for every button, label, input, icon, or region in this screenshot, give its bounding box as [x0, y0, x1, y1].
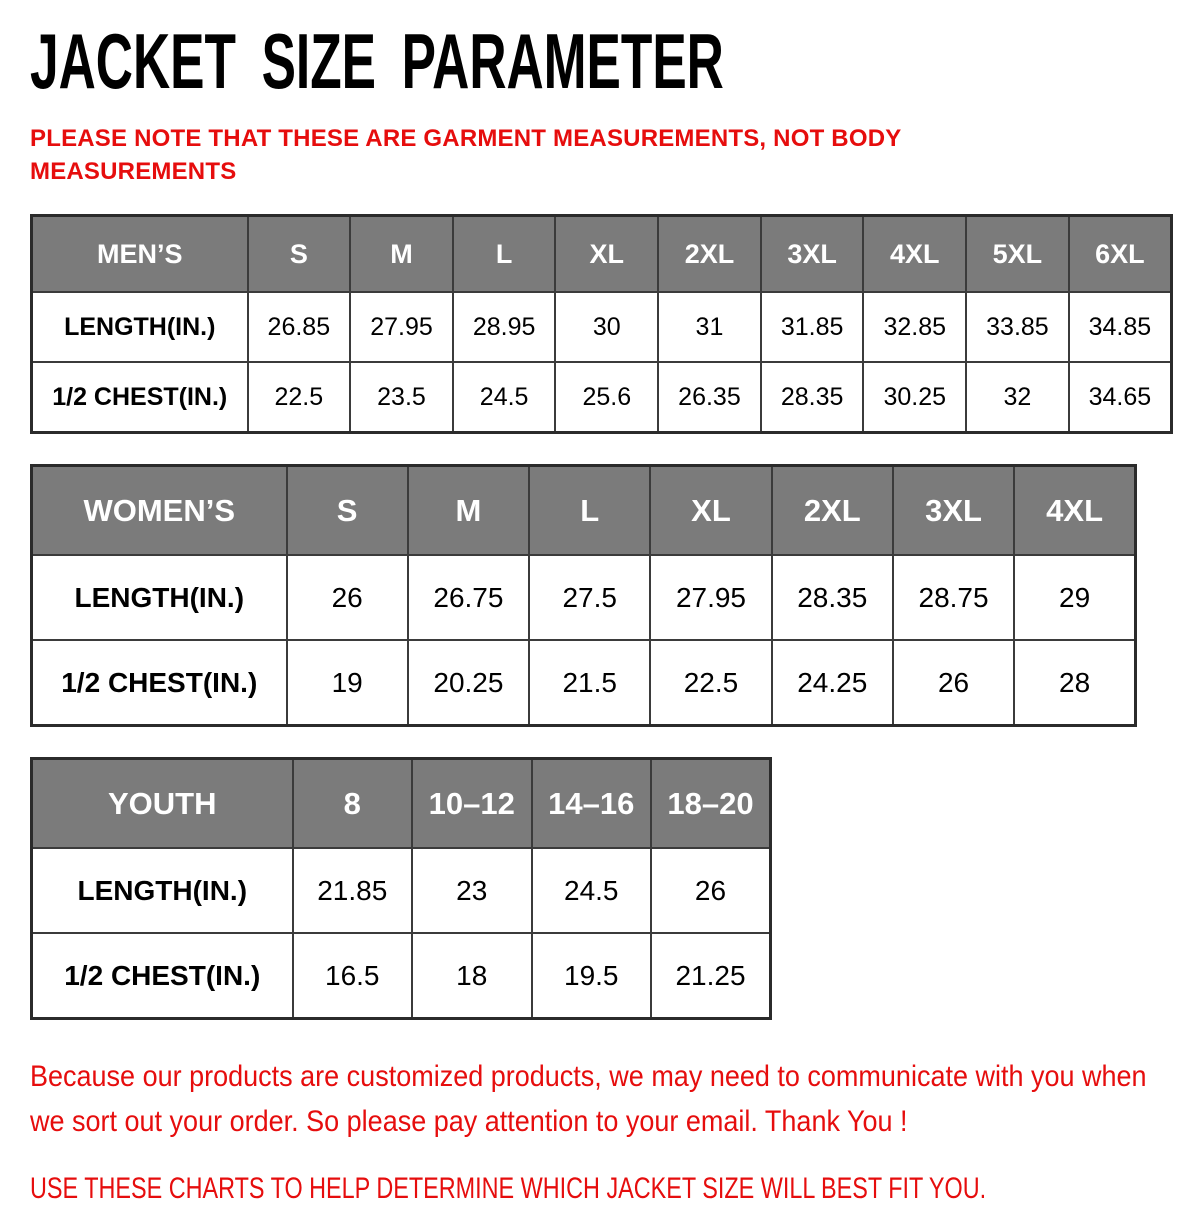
size-value-cell: 22.5 [650, 640, 771, 725]
size-value-cell: 27.95 [650, 555, 771, 640]
footer-communication-note: Because our products are customized products, we may need to communicate with you when we sort out your order. So please pay attention to your email. Thank You ! [30, 1059, 1147, 1138]
size-value-cell: 27.95 [350, 292, 453, 362]
size-value-cell: 33.85 [966, 292, 1069, 362]
womens-size-col-header: XL [650, 465, 771, 555]
youth-size-col-header: 10–12 [412, 758, 532, 848]
size-value-cell: 32 [966, 362, 1069, 432]
size-value-cell: 21.85 [293, 848, 413, 933]
row-label-cell: LENGTH(IN.) [32, 292, 248, 362]
size-value-cell: 25.6 [555, 362, 658, 432]
size-value-cell: 24.25 [772, 640, 893, 725]
row-label-cell: LENGTH(IN.) [32, 848, 293, 933]
size-value-cell: 20.25 [408, 640, 529, 725]
size-value-cell: 28.75 [893, 555, 1014, 640]
size-value-cell: 28.35 [761, 362, 864, 432]
youth-size-table [30, 757, 772, 1020]
size-value-cell: 29 [1014, 555, 1135, 640]
womens-size-table [30, 464, 1137, 727]
womens-measurement-row [32, 640, 1136, 725]
size-value-cell: 26 [893, 640, 1014, 725]
mens-table-title-cell: MEN’S [32, 215, 248, 292]
mens-size-col-header: 6XL [1069, 215, 1172, 292]
mens-size-col-header: 5XL [966, 215, 1069, 292]
page-title: JACKET SIZE PARAMETER [30, 17, 724, 105]
mens-size-col-header: M [350, 215, 453, 292]
size-value-cell: 34.85 [1069, 292, 1172, 362]
size-tables-container [30, 214, 1172, 1020]
youth-header-row [32, 758, 771, 848]
garment-measurement-note: PLEASE NOTE THAT THESE ARE GARMENT MEASUREMENTS, NOT BODY MEASUREMENTS [30, 124, 902, 185]
size-value-cell: 23 [412, 848, 532, 933]
mens-size-col-header: L [453, 215, 556, 292]
size-value-cell: 30 [555, 292, 658, 362]
mens-measurement-row [32, 292, 1172, 362]
womens-header-row [32, 465, 1136, 555]
footer-usage-note: USE THESE CHARTS TO HELP DETERMINE WHICH JACKET SIZE WILL BEST FIT YOU. [30, 1171, 987, 1205]
mens-size-table [30, 214, 1173, 434]
size-value-cell: 18 [412, 933, 532, 1018]
mens-size-col-header: S [248, 215, 351, 292]
size-value-cell: 22.5 [248, 362, 351, 432]
youth-measurement-row [32, 933, 771, 1018]
size-value-cell: 19.5 [532, 933, 652, 1018]
size-value-cell: 16.5 [293, 933, 413, 1018]
youth-size-col-header: 18–20 [651, 758, 771, 848]
youth-table-title-cell: YOUTH [32, 758, 293, 848]
mens-header-row [32, 215, 1172, 292]
size-value-cell: 28 [1014, 640, 1135, 725]
size-value-cell: 31 [658, 292, 761, 362]
size-value-cell: 23.5 [350, 362, 453, 432]
youth-measurement-row [32, 848, 771, 933]
size-value-cell: 26.75 [408, 555, 529, 640]
size-value-cell: 24.5 [453, 362, 556, 432]
size-value-cell: 21.25 [651, 933, 771, 1018]
mens-size-col-header: 4XL [863, 215, 966, 292]
size-value-cell: 26 [287, 555, 408, 640]
youth-size-col-header: 14–16 [532, 758, 652, 848]
size-value-cell: 26 [651, 848, 771, 933]
size-value-cell: 19 [287, 640, 408, 725]
size-value-cell: 24.5 [532, 848, 652, 933]
womens-measurement-row [32, 555, 1136, 640]
row-label-cell: 1/2 CHEST(IN.) [32, 362, 248, 432]
mens-size-col-header: 3XL [761, 215, 864, 292]
size-value-cell: 27.5 [529, 555, 650, 640]
womens-size-col-header: 2XL [772, 465, 893, 555]
row-label-cell: 1/2 CHEST(IN.) [32, 933, 293, 1018]
row-label-cell: 1/2 CHEST(IN.) [32, 640, 287, 725]
row-label-cell: LENGTH(IN.) [32, 555, 287, 640]
size-value-cell: 21.5 [529, 640, 650, 725]
size-value-cell: 32.85 [863, 292, 966, 362]
size-value-cell: 31.85 [761, 292, 864, 362]
size-value-cell: 28.35 [772, 555, 893, 640]
mens-size-col-header: 2XL [658, 215, 761, 292]
size-value-cell: 30.25 [863, 362, 966, 432]
womens-size-col-header: S [287, 465, 408, 555]
size-value-cell: 26.85 [248, 292, 351, 362]
womens-table-title-cell: WOMEN’S [32, 465, 287, 555]
womens-size-col-header: 3XL [893, 465, 1014, 555]
mens-measurement-row [32, 362, 1172, 432]
size-value-cell: 28.95 [453, 292, 556, 362]
womens-size-col-header: M [408, 465, 529, 555]
size-value-cell: 34.65 [1069, 362, 1172, 432]
womens-size-col-header: L [529, 465, 650, 555]
womens-size-col-header: 4XL [1014, 465, 1135, 555]
youth-size-col-header: 8 [293, 758, 413, 848]
size-value-cell: 26.35 [658, 362, 761, 432]
mens-size-col-header: XL [555, 215, 658, 292]
